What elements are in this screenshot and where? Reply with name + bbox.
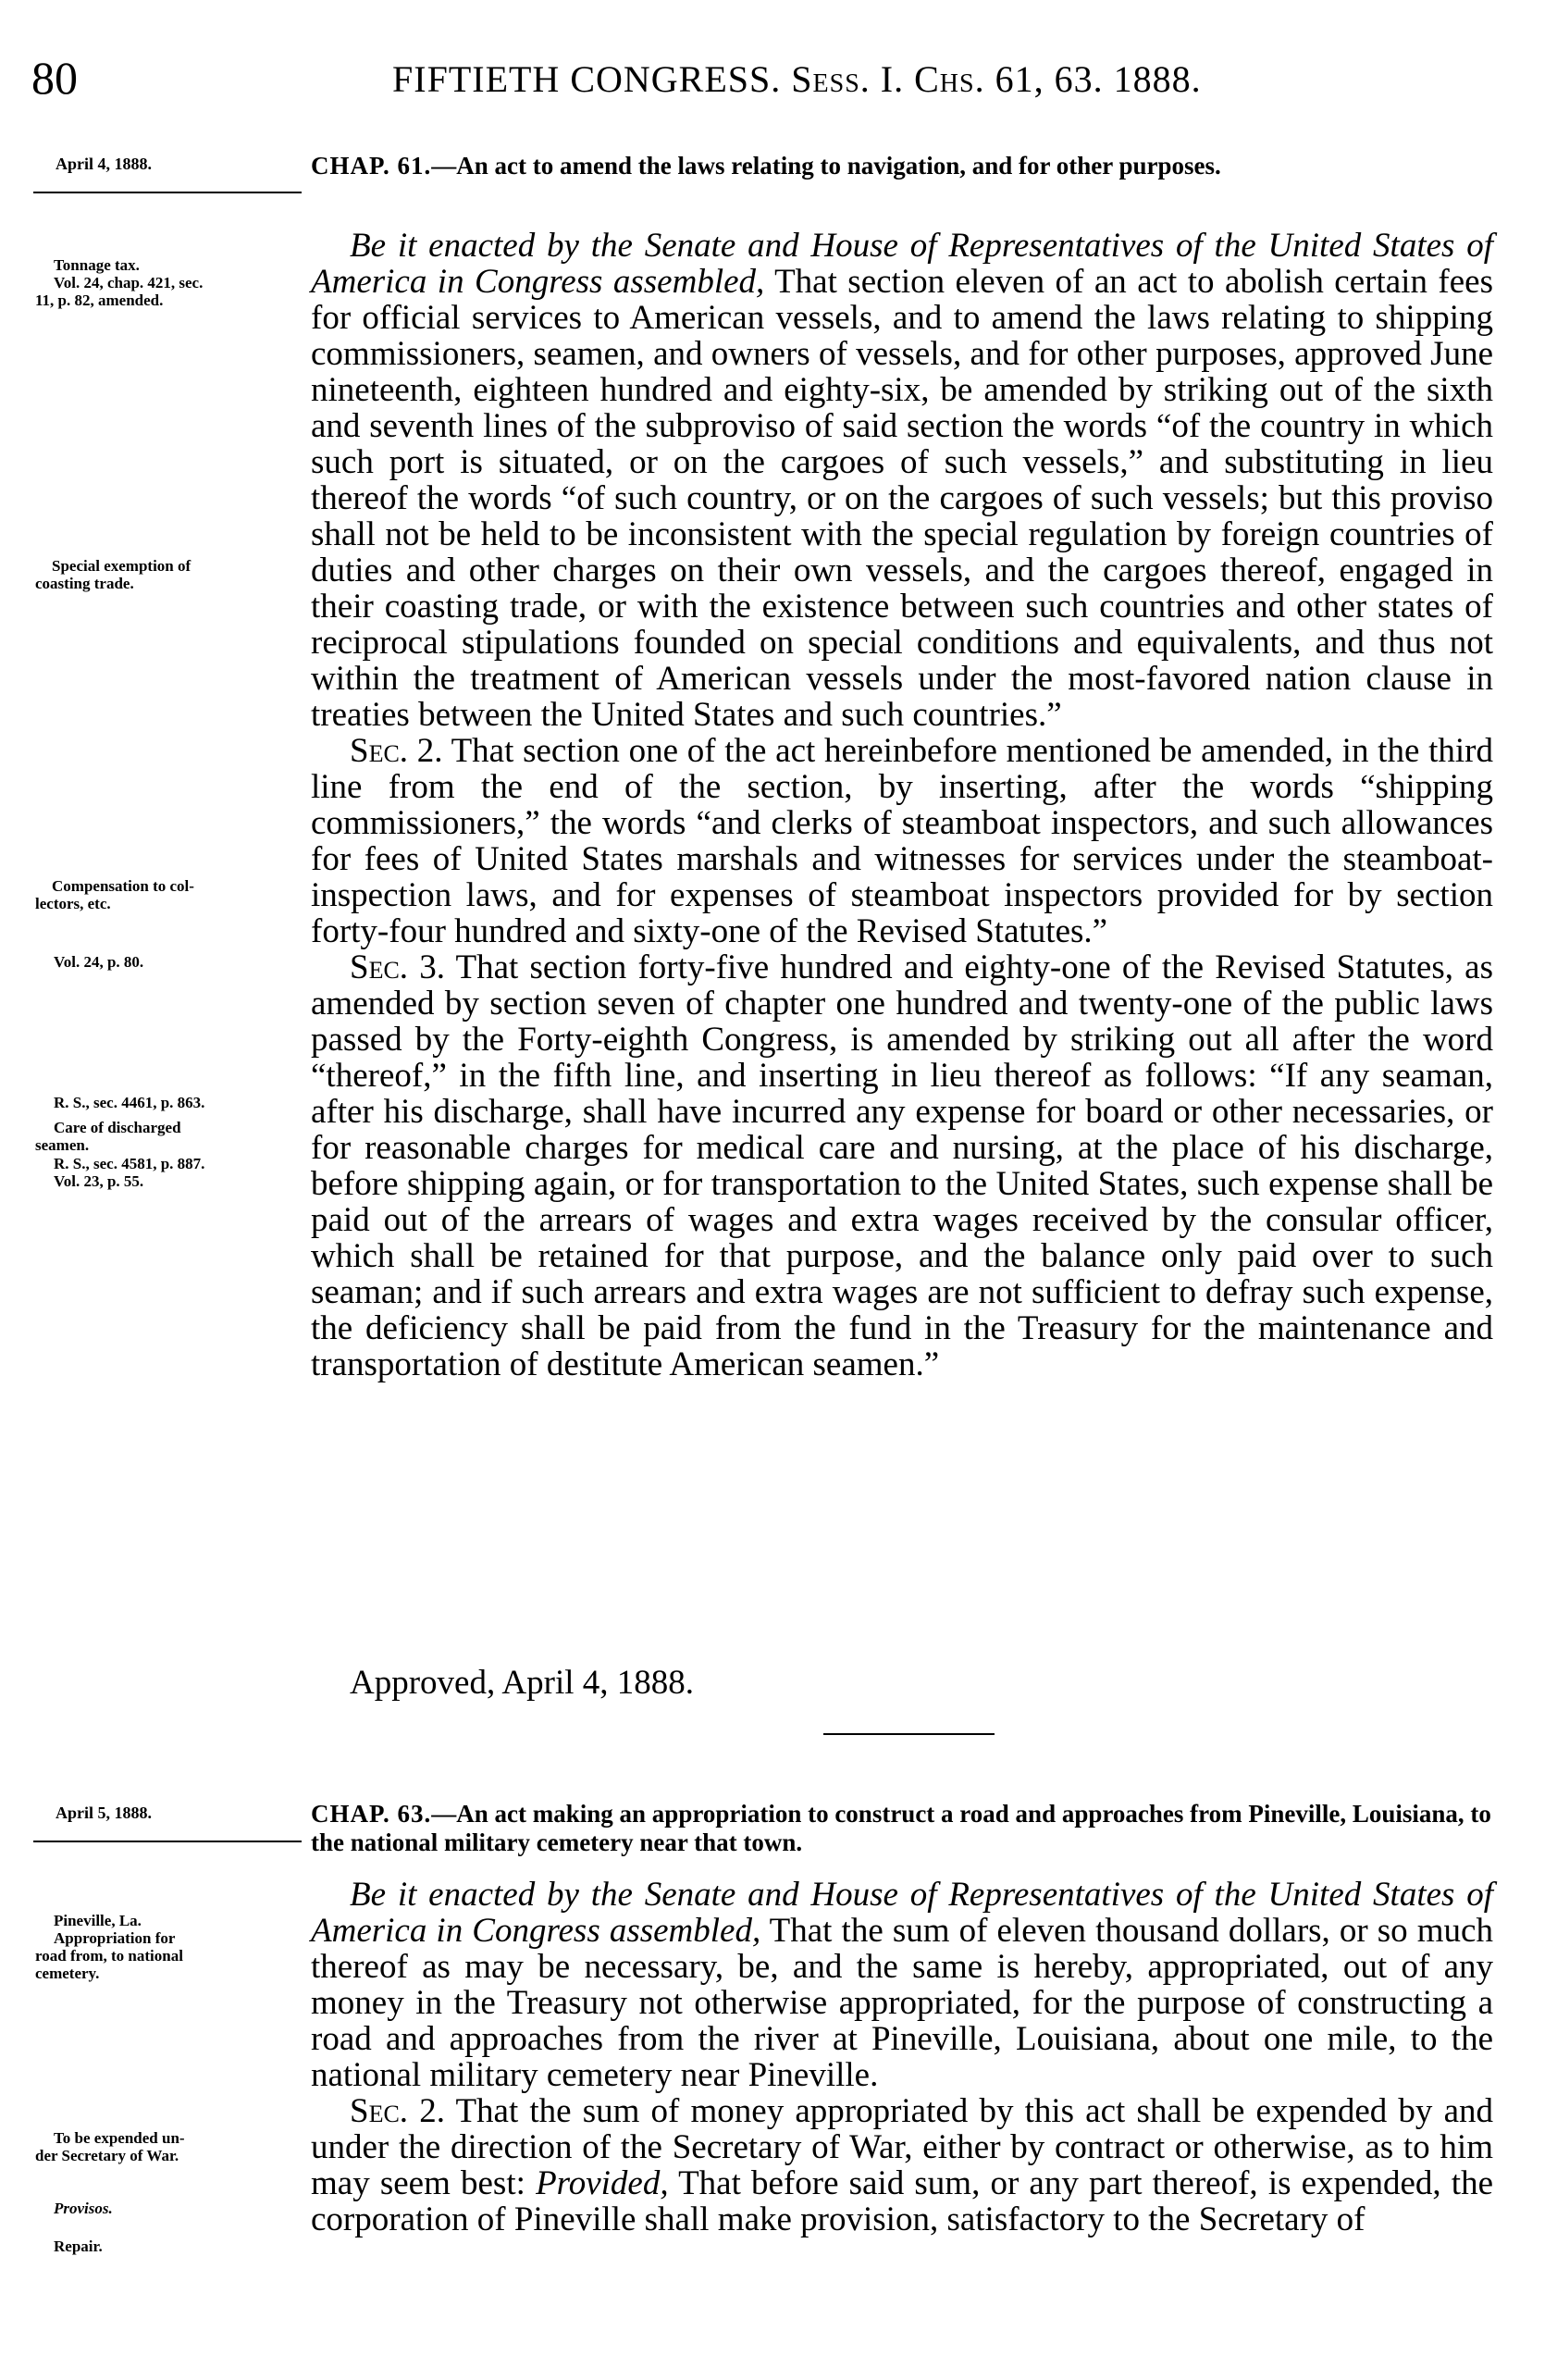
ch63-note-provisos: Provisos. [54,2200,113,2217]
ch61-sec3-text: That section forty-five hundred and eighty-one of the Revised Statutes, as amended by section seven of chapter one hundred and twenty-one of the public laws passed by the Forty-eighth Congress, is amended by striking out all after the word “thereof,” in the fifth line, and inserting in lieu thereof as follows: “If any seaman, after his discharge, shall have incurred any expense for board or other necessaries, or for reasonable charges for medical care and nursing, at the place of his discharge, before shipping again, or for transportation to the United States, such expense shall be paid out of the arrears of wages and extra wages received by the consular officer, which shall be retained for that purpose, and the balance only paid over to such seaman; and if such arrears and extra wages are not sufficient to defray such expense, the deficiency shall be paid from the fund in the Treasury for the maintenance and transportation of destitute American seamen.” [311,948,1493,1383]
ch61-note-vol24: Vol. 24, p. 80. [54,953,144,971]
header-year: 1888. [1113,58,1202,100]
congress-title: FIFTIETH CONGRESS. [392,58,782,100]
ch61-note-rs4461: R. S., sec. 4461, p. 863. [54,1094,205,1111]
ch63-note-repair: Repair. [54,2237,103,2255]
ch63-enacting-paragraph [311,1877,1493,2093]
ch63-heading [311,1800,1493,1857]
running-header [392,56,1202,104]
chapter-divider [823,1733,995,1735]
ch63-body [311,1877,1493,2237]
ch61-sec3-label: Sec. 3. [350,948,445,986]
ch63-note-expend-1: To be expended un- [54,2129,185,2147]
ch63-sec2-label: Sec. 2. [350,2092,445,2130]
ch63-margin-rule [33,1841,302,1842]
ch61-body [311,228,1493,1382]
ch61-note-vol23: Vol. 23, p. 55. [54,1172,144,1190]
ch61-sec2-text: That section one of the act hereinbefore mentioned be amended, in the third line from the end of the section, by inserting, after the words “shipping commissioners,” the words “and clerks of steamboat inspectors, and such allowances for fees of United States marshals and witnesses for services under the steamboat-inspection laws, and for expenses of steamboat inspectors provided for by section forty-four hundred and sixty-one of the Revised Statutes.” [311,732,1493,950]
ch61-note-tonnage-1: Tonnage tax. [54,256,140,274]
ch61-margin-rule [33,192,302,193]
ch63-note-pineville-2: Appropriation for [54,1929,176,1947]
page-number: 80 [31,52,78,104]
ch63-heading-text: —An act making an appropriation to construct a road and approaches from Pineville, Louisiana, to the national military cemetery near that town. [311,1800,1491,1856]
session-label: Sess. I. [791,58,905,100]
ch63-note-pineville-4: cemetery. [35,1965,100,1982]
ch63-heading-number: CHAP. 63. [311,1800,432,1828]
ch63-note-expend-2: der Secretary of War. [35,2147,179,2164]
ch61-note-tonnage-3: 11, p. 82, amended. [35,291,164,309]
ch61-note-rs4581: R. S., sec. 4581, p. 887. [54,1155,205,1172]
ch61-note-special-2: coasting trade. [35,575,134,592]
ch61-note-special-1: Special exemption of [52,557,192,575]
ch61-note-care-1: Care of discharged [54,1119,181,1136]
ch61-note-care-2: seamen. [35,1136,90,1154]
ch63-sec2-text-a: That the sum of money appropriated by this act shall be expended by and under the direction of the Secretary of War, either by contract or otherwise, as to him may seem best: [311,2092,1493,2202]
ch61-heading-number: CHAP. 61. [311,152,432,180]
chapters-label: Chs. 61, 63. [914,58,1104,100]
ch63-note-pineville-1: Pineville, La. [54,1912,142,1929]
ch61-note-comp-1: Compensation to col- [52,877,194,895]
ch63-margin-date: April 5, 1888. [56,1804,153,1822]
ch61-para1: That section eleven of an act to abolish certain fees for official services to American vessels, and to amend the laws relating to shipping commissioners, seamen, and owners of vessels, and for other purposes, approved June nineteenth, eighteen hundred and eighty-six, be amended by striking out of the sixth and seventh lines of the subproviso of said section the words “of the country in which such port is situated, or on the cargoes of such vessels,” and substituting in lieu thereof the words “of such country, or on the cargoes of such vessels; but this proviso shall not be held to be inconsistent with the special regulation by foreign countries of duties and other charges on their own vessels, and the cargoes thereof, engaged in their coasting trade, or with the existence between such countries and other states of reciprocal stipulations founded on special conditions and equivalents, and thus not within the treatment of American vessels under the most-favored nation clause in treaties between the United States and such countries.” [311,263,1493,734]
ch61-enacting-paragraph [311,228,1493,733]
ch61-margin-date: April 4, 1888. [56,155,153,173]
ch61-sec3 [311,949,1493,1382]
ch63-enacting-clause: Be it enacted by the Senate and House of Representatives of the United States of America in Congress assembled, [311,1876,1493,1950]
ch61-approved: Approved, April 4, 1888. [350,1664,695,1702]
ch63-sec2 [311,2093,1493,2237]
ch61-heading [311,152,1493,180]
ch63-note-pineville-3: road from, to national [35,1947,183,1965]
ch63-para1: That the sum of eleven thousand dollars, or so much thereof as may be necessary, be, and the same is hereby, appropriated, out of any money in the Treasury not otherwise appropriated, for the purpose of constructing a road and approaches from the river at Pineville, Louisiana, about one mile, to the national military cemetery near Pineville. [311,1912,1493,2094]
ch61-enacting-clause: Be it enacted by the Senate and House of Representatives of the United States of America in Congress assembled, [311,227,1493,301]
ch61-sec2-label: Sec. 2. [350,732,443,770]
ch61-note-tonnage-2: Vol. 24, chap. 421, sec. [54,274,204,291]
ch63-sec2-provided: Provided, [536,2164,669,2202]
ch63-sec2-text-b: That before said sum, or any part thereof, is expended, the corporation of Pineville shall make provision, satisfactory to the Secretary of [311,2164,1494,2238]
ch61-heading-text: —An act to amend the laws relating to navigation, and for other purposes. [431,152,1221,180]
ch61-sec2 [311,733,1493,949]
ch61-note-comp-2: lectors, etc. [35,895,111,912]
